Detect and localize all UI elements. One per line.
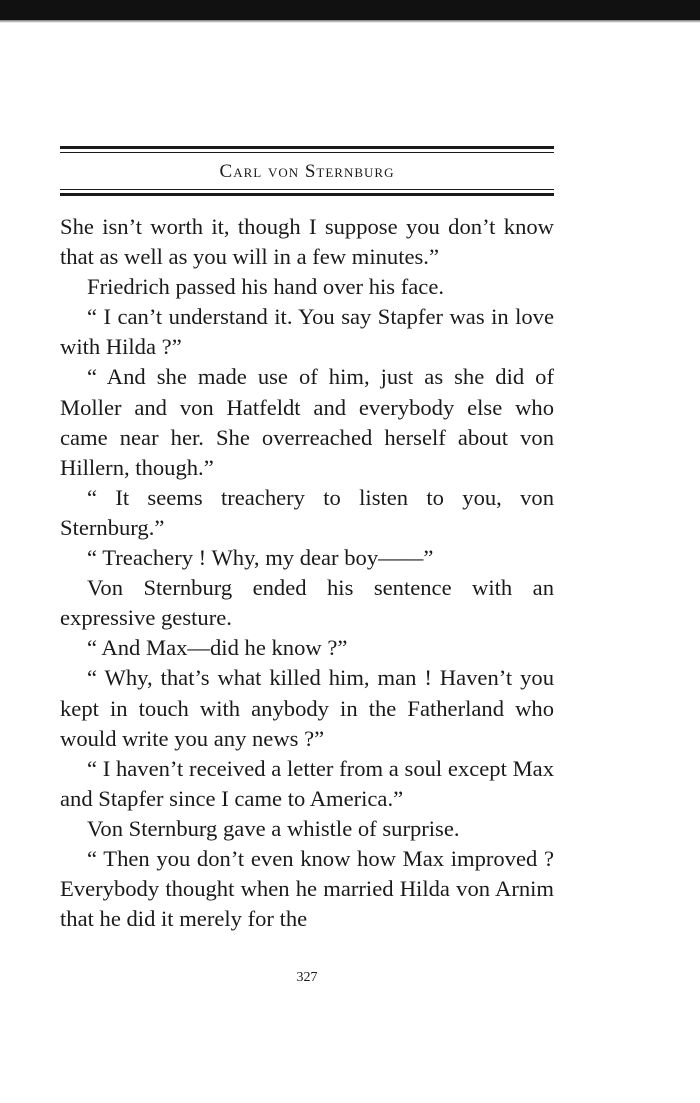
- paragraph: “ Why, that’s what killed him, man ! Haven’t you kept in touch with anybody in the Fatherland who would write you any news ?”: [60, 665, 554, 751]
- scan-top-edge: [0, 0, 700, 20]
- paragraph: “ And Max—did he know ?”: [87, 635, 348, 661]
- page-number: 327: [296, 970, 318, 985]
- running-head: Carl von Sternburg: [219, 161, 395, 182]
- header-rule-top-thin: [60, 152, 554, 153]
- paragraph: Von Sternburg gave a whistle of surprise.: [87, 815, 460, 841]
- paragraph: “ And she made use of him, just as she did of Moller and von Hatfeldt and everybody else who came near her. She overreached herself about von Hillern, though.”: [60, 364, 554, 480]
- header-rule-bottom-thick: [60, 193, 554, 196]
- paragraph: “ It seems treachery to listen to you, von Sternburg.”: [60, 484, 554, 540]
- header-rule-top-thick: [60, 146, 554, 149]
- paragraph: Friedrich passed his hand over his face.: [87, 274, 444, 300]
- paragraph: Von Sternburg ended his sentence with an expressive gesture.: [60, 575, 554, 631]
- paragraph: “ Then you don’t even know how Max improved ? Everybody thought when he married Hilda von Arnim that he did it merely for the: [60, 845, 554, 932]
- paragraph: “ I haven’t received a letter from a soul except Max and Stapfer since I came to America.”: [60, 755, 554, 811]
- header-rule-bottom-thin: [60, 189, 554, 190]
- scan-top-edge-fringe: [0, 20, 700, 23]
- page-body: [60, 212, 554, 934]
- paragraph: “ I can’t understand it. You say Stapfer was in love with Hilda ?”: [60, 304, 554, 360]
- paragraph: She isn’t worth it, though I suppose you don’t know that as well as you will in a few minutes.”: [60, 214, 554, 270]
- paragraph: “ Treachery ! Why, my dear boy——”: [87, 545, 434, 571]
